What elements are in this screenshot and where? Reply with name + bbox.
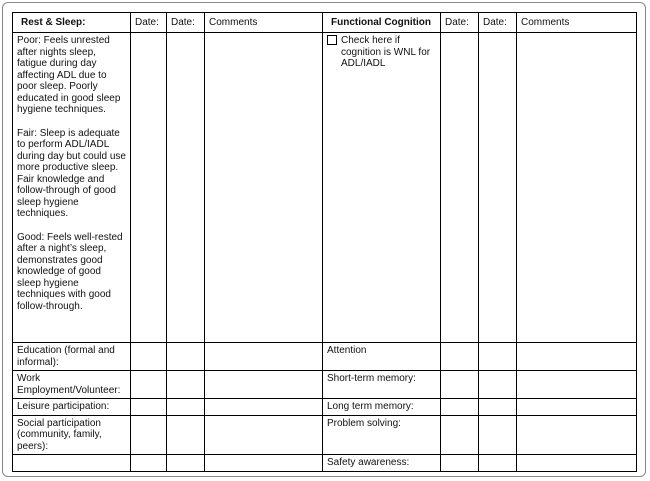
education-row xyxy=(13,343,637,371)
blank-date-1[interactable] xyxy=(131,455,167,472)
cognition-comments-cell[interactable] xyxy=(517,33,637,343)
social-comments[interactable] xyxy=(205,415,323,455)
attention-date-1[interactable] xyxy=(441,343,479,371)
leisure-label: Leisure participation: xyxy=(13,399,131,416)
sleep-date-cell-1[interactable] xyxy=(131,33,167,343)
long-term-memory-label: Long term memory: xyxy=(323,399,441,416)
sleep-descriptions-row xyxy=(13,33,637,343)
problem-solving-date-1[interactable] xyxy=(441,415,479,455)
attention-comments[interactable] xyxy=(517,343,637,371)
header-row xyxy=(13,13,637,33)
long-term-comments[interactable] xyxy=(517,399,637,416)
cognition-date-cell-2[interactable] xyxy=(479,33,517,343)
sleep-good-text: Good: Feels well-rested after a night’s sleep, demonstrates good knowledge of good sleep hygiene techniques with good follow-through. xyxy=(17,231,123,312)
blank-comments[interactable] xyxy=(205,455,323,472)
short-term-date-2[interactable] xyxy=(479,371,517,399)
leisure-comments[interactable] xyxy=(205,399,323,416)
short-term-date-1[interactable] xyxy=(441,371,479,399)
leisure-date-2[interactable] xyxy=(167,399,205,416)
sleep-descriptions-cell xyxy=(13,33,131,343)
social-date-2[interactable] xyxy=(167,415,205,455)
work-row xyxy=(13,371,637,399)
blank-left-label[interactable] xyxy=(13,455,131,472)
functional-cognition-header: Functional Cognition xyxy=(323,13,441,33)
leisure-date-1[interactable] xyxy=(131,399,167,416)
safety-awareness-label: Safety awareness: xyxy=(323,455,441,472)
safety-date-1[interactable] xyxy=(441,455,479,472)
safety-row xyxy=(13,455,637,472)
problem-solving-comments[interactable] xyxy=(517,415,637,455)
sleep-comments-cell[interactable] xyxy=(205,33,323,343)
problem-solving-date-2[interactable] xyxy=(479,415,517,455)
cognition-wnl-checkbox[interactable] xyxy=(327,35,337,45)
education-label: Education (formal and informal): xyxy=(13,343,131,371)
cognition-date-cell-1[interactable] xyxy=(441,33,479,343)
problem-solving-label: Problem solving: xyxy=(323,415,441,455)
attention-date-2[interactable] xyxy=(479,343,517,371)
safety-date-2[interactable] xyxy=(479,455,517,472)
education-comments[interactable] xyxy=(205,343,323,371)
rest-sleep-header: Rest & Sleep: xyxy=(13,13,131,33)
short-term-comments[interactable] xyxy=(517,371,637,399)
assessment-form-table xyxy=(12,12,637,472)
comments-header-1: Comments xyxy=(205,13,323,33)
sleep-fair-text: Fair: Sleep is adequate to perform ADL/IADL during day but could use more productive sleep. Fair knowledge and follow-through of good sleep hygiene techniques. xyxy=(17,127,126,219)
date-header-4: Date: xyxy=(479,13,517,33)
education-date-1[interactable] xyxy=(131,343,167,371)
work-comments[interactable] xyxy=(205,371,323,399)
attention-label: Attention xyxy=(323,343,441,371)
blank-date-2[interactable] xyxy=(167,455,205,472)
long-term-date-2[interactable] xyxy=(479,399,517,416)
work-label: Work Employment/Volunteer: xyxy=(13,371,131,399)
social-label: Social participation (community, family, peers): xyxy=(13,415,131,455)
work-date-1[interactable] xyxy=(131,371,167,399)
short-term-memory-label: Short-term memory: xyxy=(323,371,441,399)
social-row xyxy=(13,415,637,455)
cognition-check-cell xyxy=(323,33,441,343)
comments-header-2: Comments xyxy=(517,13,637,33)
long-term-date-1[interactable] xyxy=(441,399,479,416)
education-date-2[interactable] xyxy=(167,343,205,371)
date-header-2: Date: xyxy=(167,13,205,33)
date-header-1: Date: xyxy=(131,13,167,33)
cognition-check-label: Check here if cognition is WNL for ADL/IADL xyxy=(341,35,431,69)
date-header-3: Date: xyxy=(441,13,479,33)
sleep-poor-text: Poor: Feels unrested after nights sleep, fatigue during day affecting ADL due to poor sleep. Poorly educated in good sleep hygiene techniques. xyxy=(17,35,121,115)
work-date-2[interactable] xyxy=(167,371,205,399)
leisure-row xyxy=(13,399,637,416)
social-date-1[interactable] xyxy=(131,415,167,455)
sleep-date-cell-2[interactable] xyxy=(167,33,205,343)
safety-comments[interactable] xyxy=(517,455,637,472)
